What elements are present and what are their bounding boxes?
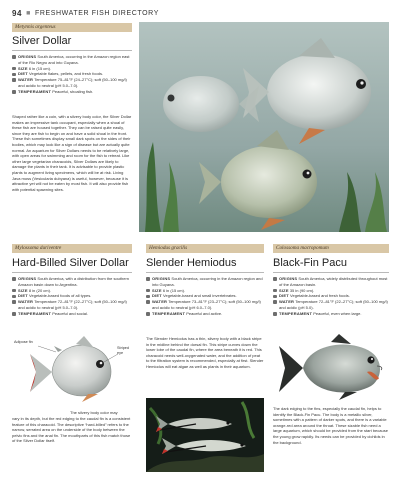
- fact-diet: DIET Vegetable-based and fresh foods.: [273, 293, 389, 299]
- section-rule: [273, 272, 389, 273]
- section-rule: [146, 272, 264, 273]
- fact-water: WATER Temperature 73–81°F (23–27°C); soft (50–100 mg/l) and acidic to neutral (pH 6.0–7.0).: [146, 299, 264, 311]
- temperament-icon: [12, 312, 16, 316]
- photo-slender-hemiodus: [146, 398, 264, 472]
- ruler-icon: [12, 67, 16, 71]
- title-silver-dollar: Silver Dollar: [12, 35, 72, 47]
- globe-icon: [12, 277, 16, 281]
- running-head: [12, 7, 159, 19]
- callout-adipose-fin: Adipose fin: [14, 340, 33, 344]
- ruler-icon: [146, 289, 150, 293]
- water-drop-icon: [273, 300, 277, 304]
- species-tag-black-fin-pacu: Colossoma macropomum: [273, 244, 389, 253]
- title-slender-hemiodus: Slender Hemiodus: [146, 257, 237, 269]
- fact-water: WATER Temperature 72–81°F (22–27°C); soft (50–100 mg/l) and acidic to neutral (pH 5.0–7.0).: [12, 299, 132, 311]
- fact-temperament: TEMPERAMENT Peaceful, even when large.: [273, 311, 389, 317]
- temperament-icon: [12, 90, 16, 94]
- food-icon: [273, 295, 277, 299]
- photo-silver-dollar-shoal: [139, 22, 389, 232]
- water-drop-icon: [146, 300, 150, 304]
- species-tag-slender-hemiodus: Hemiodus gracilis: [146, 244, 264, 253]
- fact-size: SIZE 35 in (90 cm).: [273, 288, 389, 294]
- photo-hard-billed-silver-dollar: [14, 334, 134, 404]
- body-text-slender-hemiodus: The Slender Hemiodus has a thin, silvery body with a black stripe in the midline behind the dorsal fin. This stripe curves down the lower lobe of the caudal fin, where the area beneath it is red. This characoid needs well-oxygenated water, and the addition of peat to the filtration system is recommended, especially at first. Slender Hemiodus will eat algae as well as plants in their aquarium.: [146, 336, 264, 369]
- title-black-fin-pacu: Black-Fin Pacu: [273, 257, 347, 269]
- temperament-icon: [273, 312, 277, 316]
- fact-size: SIZE 6 in (15 cm).: [12, 66, 130, 72]
- food-icon: [12, 295, 16, 299]
- fact-origins: ORIGINS South America, occurring in the Amazon region east of the Rio Negro and into Guyana.: [12, 54, 130, 66]
- food-icon: [146, 295, 150, 299]
- fact-diet: DIET Vegetable-based and small invertebrates.: [146, 293, 264, 299]
- globe-icon: [273, 277, 277, 281]
- fact-temperament: TEMPERAMENT Peaceful and active.: [146, 311, 264, 317]
- ruler-icon: [273, 289, 277, 293]
- species-tag-hard-billed: Mylossoma duriventre: [12, 244, 132, 253]
- body-lead-hard-billed: The silvery body color may: [70, 410, 118, 415]
- facts-black-fin-pacu: [273, 276, 389, 317]
- fact-origins: ORIGINS South America, widely distributed throughout most of the Amazon basin.: [273, 276, 389, 288]
- globe-icon: [146, 277, 150, 281]
- fact-diet: DIET Vegetable-based foods of all types.: [12, 293, 132, 299]
- section-rule: [12, 50, 132, 51]
- fact-water: WATER Temperature 75–81°F (24–27°C); soft (50–100 mg/l) and acidic to neutral (pH 5.0–7.0).: [12, 77, 130, 89]
- page-number: 94: [12, 8, 23, 18]
- fact-diet: DIET Vegetable flakes, pellets, and fresh foods.: [12, 71, 130, 77]
- callout-striped-eye: Striped eye: [117, 346, 130, 355]
- species-tag-silver-dollar: Metynnis argenteus: [12, 23, 132, 32]
- title-hard-billed: Hard-Billed Silver Dollar: [12, 257, 129, 269]
- fact-size: SIZE 8 in (20 cm).: [12, 288, 132, 294]
- section-rule: [12, 272, 132, 273]
- fact-temperament: TEMPERAMENT Peaceful and social.: [12, 311, 132, 317]
- body-text-silver-dollar: Shaped rather like a coin, with a silvery body color, the Silver Dollar makes an impressive tank occupant, especially when a shoal of these fish are housed together. They can be raised quite easily, since they are fish to begin on and have a solid shoal in the front. These fish sometimes display small dark spots on the sides of their bodies, which may look like a sign of disease but are actually quite normal. An aquarium for Silver Dollars needs to be relatively large, with open areas for swimming and room for the fish to retreat. Like other large vegetarian characoids, Silver Dollars are likely to damage the plants in their tank. It is advisable to provide plastic plants to augment living specimens, which will be at risk. Living Java moss (Vesicularia dubyana) is useful, however, because it is attractive yet will not be eaten by most fish. It will also provide fish with potential spawning sites.: [12, 114, 132, 192]
- temperament-icon: [146, 312, 150, 316]
- facts-silver-dollar: [12, 54, 130, 95]
- photo-black-fin-pacu: [273, 332, 391, 402]
- globe-icon: [12, 55, 16, 59]
- food-icon: [12, 73, 16, 77]
- water-drop-icon: [12, 78, 16, 82]
- fact-temperament: TEMPERAMENT Peaceful, shoaling fish.: [12, 89, 130, 95]
- ruler-icon: [12, 289, 16, 293]
- facts-slender-hemiodus: [146, 276, 264, 317]
- fact-size: SIZE 6 in (15 cm).: [146, 288, 264, 294]
- body-text-black-fin-pacu: The dark edging to the fins, especially the caudal fin, helps to identify the Black-Fin Pacu. The body is a metallic silver, sometimes with a pattern of darker spots, and there is a variable orange-red area around the throat. These sizable fish need a large aquarium, which should be provided from the start because the young grow rapidly. Its needs can be provided by cichlids in the background.: [273, 406, 388, 445]
- body-text-hard-billed: vary in its depth, but the red edging to the caudal fin is a consistent feature of this characoid. The descriptive “hard-billed” refers to the narrow, serrated area on the underside of the body between the pelvic fins and the anal fin. The mouthparts of this fish match those of the Silver Dollar itself.: [12, 416, 131, 444]
- facts-hard-billed: [12, 276, 132, 317]
- fact-water: WATER Temperature 72–81°F (22–27°C); soft (50–100 mg/l) and acidic (pH 5.0).: [273, 299, 389, 311]
- running-head-title: FRESHWATER FISH DIRECTORY: [34, 9, 159, 17]
- divider-bullet: ■: [26, 9, 31, 17]
- fact-origins: ORIGINS South America, with a distribution from the southern Amazon basin down to Argentina.: [12, 276, 132, 288]
- water-drop-icon: [12, 300, 16, 304]
- fact-origins: ORIGINS South America, occurring in the Amazon region and into Guyana.: [146, 276, 264, 288]
